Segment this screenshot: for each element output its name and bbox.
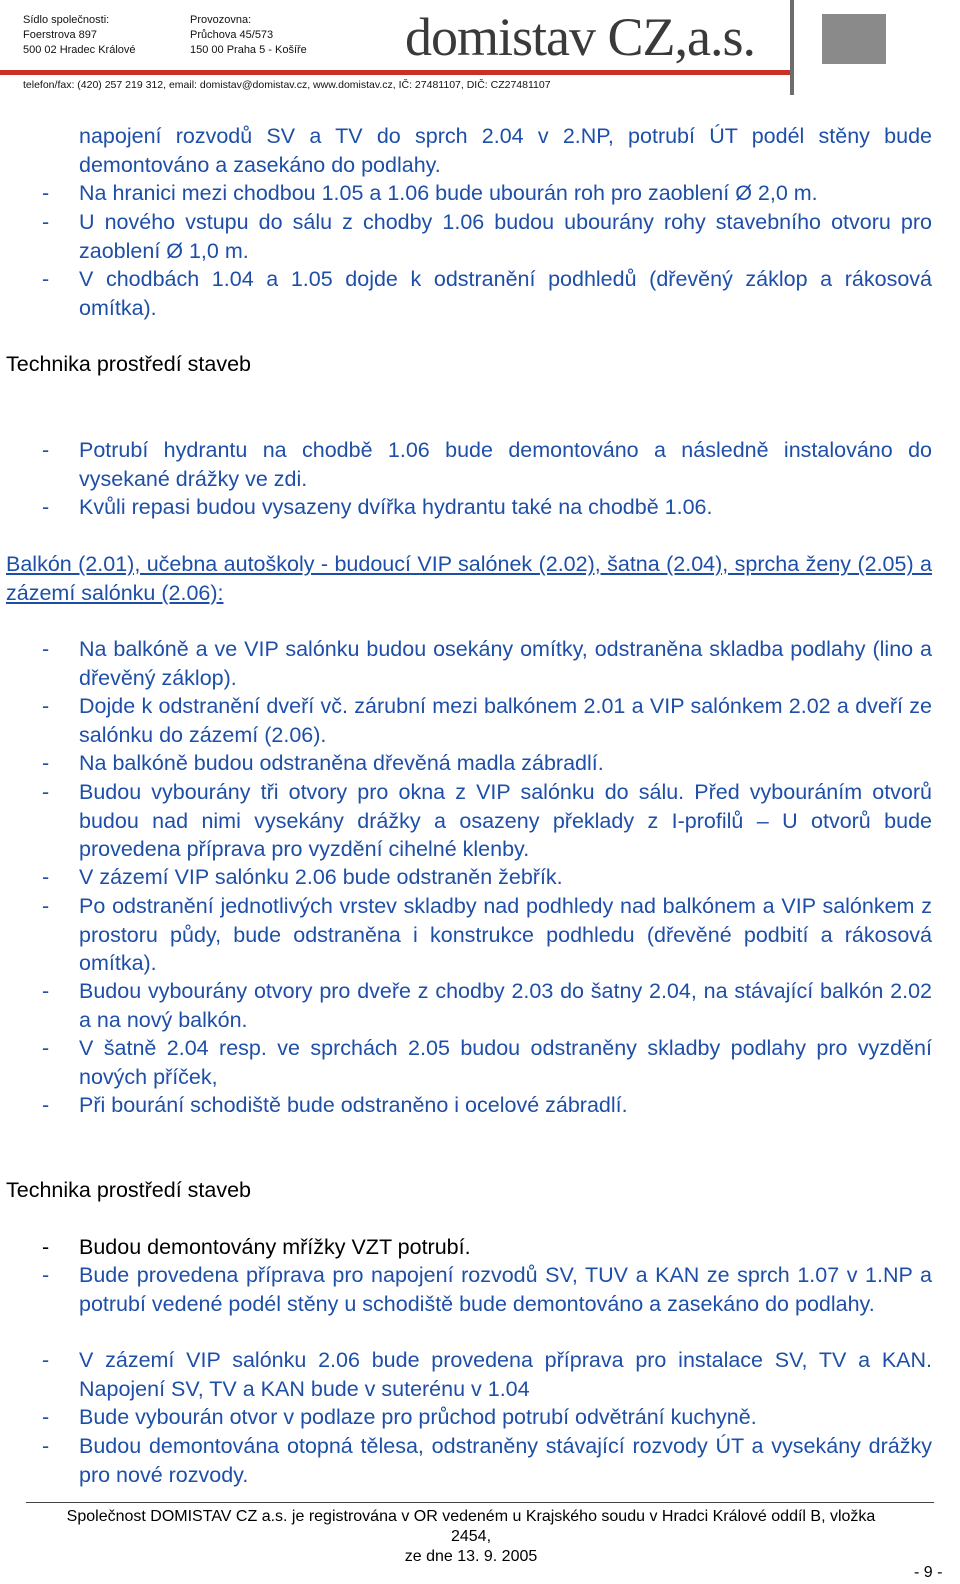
paragraph-continuation: napojení rozvodů SV a TV do sprch 2.04 v 2.NP, potrubí ÚT podél stěny bude demontováno a zasekáno do podlahy.	[79, 124, 932, 177]
letterhead	[0, 0, 960, 100]
list-item	[42, 1091, 932, 1120]
address-line: 150 00 Praha 5 - Košíře	[190, 44, 307, 56]
list-item-text: Budou vybourány tři otvory pro okna z VIP salónku do sálu. Před vybouráním otvorů budou nad nimi vysekány drážky a osazeny překlady z I-profilů – U otvorů bude provedena příprava pro vyzdění cihelné klenby.	[79, 780, 932, 861]
address-line: 500 02 Hradec Králové	[23, 44, 136, 56]
bullet-dash: -	[42, 210, 50, 234]
bullet-dash: -	[42, 1405, 50, 1429]
list-item-text: Na balkóně budou odstraněna dřevěná madla zábradlí.	[79, 751, 604, 775]
list-item	[42, 635, 932, 692]
list-item	[42, 1034, 932, 1091]
bullet-dash: -	[42, 894, 50, 918]
bullet-dash: -	[42, 1093, 50, 1117]
list-item	[42, 1261, 932, 1318]
address-line: Foerstrova 897	[23, 29, 97, 41]
list-item-text: Na hranici mezi chodbou 1.05 a 1.06 bude ubourán roh pro zaoblení Ø 2,0 m.	[79, 181, 818, 205]
bullet-dash: -	[42, 495, 50, 519]
list-item	[42, 1432, 932, 1489]
contact-line: telefon/fax: (420) 257 219 312, email: domistav@domistav.cz, www.domistav.cz, IČ: 27481107, DIČ: CZ27481107	[23, 79, 551, 91]
page-number: - 9 -	[914, 1564, 943, 1581]
list-item-text: U nového vstupu do sálu z chodby 1.06 budou ubourány rohy stavebního otvoru pro zaoblení Ø 1,0 m.	[79, 210, 932, 263]
list-item-text: Dojde k odstranění dveří vč. zárubní mezi balkónem 2.01 a VIP salónkem 2.02 a dveří ze salónku do zázemí (2.06).	[79, 694, 932, 747]
list-item-text: Při bourání schodiště bude odstraněno i ocelové zábradlí.	[79, 1093, 628, 1117]
address-line: Provozovna:	[190, 14, 252, 26]
list-item	[42, 692, 932, 749]
list-item-text: Kvůli repasi budou vysazeny dvířka hydrantu také na chodbě 1.06.	[79, 495, 713, 519]
logo-divider	[790, 0, 794, 95]
registered-office-address	[23, 13, 136, 58]
list-item-text: Budou demontovány mřížky VZT potrubí.	[79, 1235, 471, 1259]
bullet-dash: -	[42, 181, 50, 205]
list-item	[42, 179, 932, 208]
list-item-text: V zázemí VIP salónku 2.06 bude provedena příprava pro instalace SV, TV a KAN. Napojení SV, TV a KAN bude v suterénu v 1.04	[79, 1348, 932, 1401]
list-item-text: Budou demontována otopná tělesa, odstraněny stávající rozvody ÚT a vysekány drážky pro nové rozvody.	[79, 1434, 932, 1487]
list-item	[42, 493, 932, 522]
list-item	[42, 1233, 932, 1262]
list-item-text: Bude provedena příprava pro napojení rozvodů SV, TUV a KAN ze sprch 1.07 v 1.NP a potrubí vedené podél stěny u schodiště bude demontováno a zasekáno do podlahy.	[79, 1263, 932, 1316]
bullet-dash: -	[42, 1434, 50, 1458]
list-item	[42, 749, 932, 778]
footer-rule	[26, 1502, 934, 1503]
list-item-text: Bude vybourán otvor v podlaze pro průchod potrubí odvětrání kuchyně.	[79, 1405, 757, 1429]
company-logo: domistav CZ,a.s.	[405, 7, 755, 67]
list-item	[42, 977, 932, 1034]
bullet-dash: -	[42, 1235, 50, 1259]
section-heading: Technika prostředí staveb	[6, 1178, 251, 1202]
list-item	[42, 1403, 932, 1432]
footer-line: ze dne 13. 9. 2005	[404, 1548, 538, 1565]
bullet-dash: -	[42, 694, 50, 718]
list-item-text: V zázemí VIP salónku 2.06 bude odstraněn žebřík.	[79, 865, 563, 889]
list-item	[42, 208, 932, 265]
list-item	[42, 1346, 932, 1403]
list-item-text: V chodbách 1.04 a 1.05 dojde k odstranění podhledů (dřevěný záklop a rákosová omítka).	[79, 267, 932, 320]
bullet-dash: -	[42, 751, 50, 775]
address-line: Sídlo společnosti:	[23, 14, 110, 26]
list-item-text: Potrubí hydrantu na chodbě 1.06 bude demontováno a následně instalováno do vysekané drážky ve zdi.	[79, 438, 932, 491]
section-heading-rooms: Balkón (2.01), učebna autoškoly - budoucí VIP salónek (2.02), šatna (2.04), sprcha ženy (2.05) a zázemí salónku (2.06):	[6, 552, 932, 605]
list-item-text: Budou vybourány otvory pro dveře z chodby 2.03 do šatny 2.04, na stávající balkón 2.02 a na nový balkón.	[79, 979, 932, 1032]
list-item	[42, 265, 932, 322]
bullet-dash: -	[42, 1036, 50, 1060]
header-rule	[0, 70, 790, 75]
bullet-dash: -	[42, 1263, 50, 1287]
branch-office-address	[190, 13, 307, 58]
section-heading: Technika prostředí staveb	[6, 352, 251, 376]
bullet-dash: -	[42, 438, 50, 462]
list-item-text: V šatně 2.04 resp. ve sprchách 2.05 budou odstraněny skladby podlahy pro vyzdění nových příček,	[79, 1036, 932, 1089]
footer-line: 2454,	[450, 1528, 492, 1545]
bullet-dash: -	[42, 979, 50, 1003]
list-item	[42, 863, 932, 892]
list-item-text: Na balkóně a ve VIP salónku budou osekány omítky, odstraněna skladba podlahy (lino a dřevěný záklop).	[79, 637, 932, 690]
bullet-dash: -	[42, 1348, 50, 1372]
bullet-dash: -	[42, 637, 50, 661]
list-item	[42, 892, 932, 978]
footer-registration	[26, 1507, 916, 1567]
bullet-dash: -	[42, 865, 50, 889]
bullet-dash: -	[42, 267, 50, 291]
list-item	[42, 778, 932, 864]
bullet-dash: -	[42, 780, 50, 804]
list-item	[42, 436, 932, 493]
footer-line: Společnost DOMISTAV CZ a.s. je registrována v OR vedeném u Krajského soudu v Hradci Králové oddíl B, vložka	[66, 1508, 876, 1525]
address-line: Průchova 45/573	[190, 29, 274, 41]
list-item-text: Po odstranění jednotlivých vrstev skladby nad podhledy nad balkónem a VIP salónkem z prostoru půdy, bude odstraněna i konstrukce podhledu (dřevěné podbití a rákosová omítka).	[79, 894, 932, 975]
logo-square-icon	[822, 14, 886, 64]
